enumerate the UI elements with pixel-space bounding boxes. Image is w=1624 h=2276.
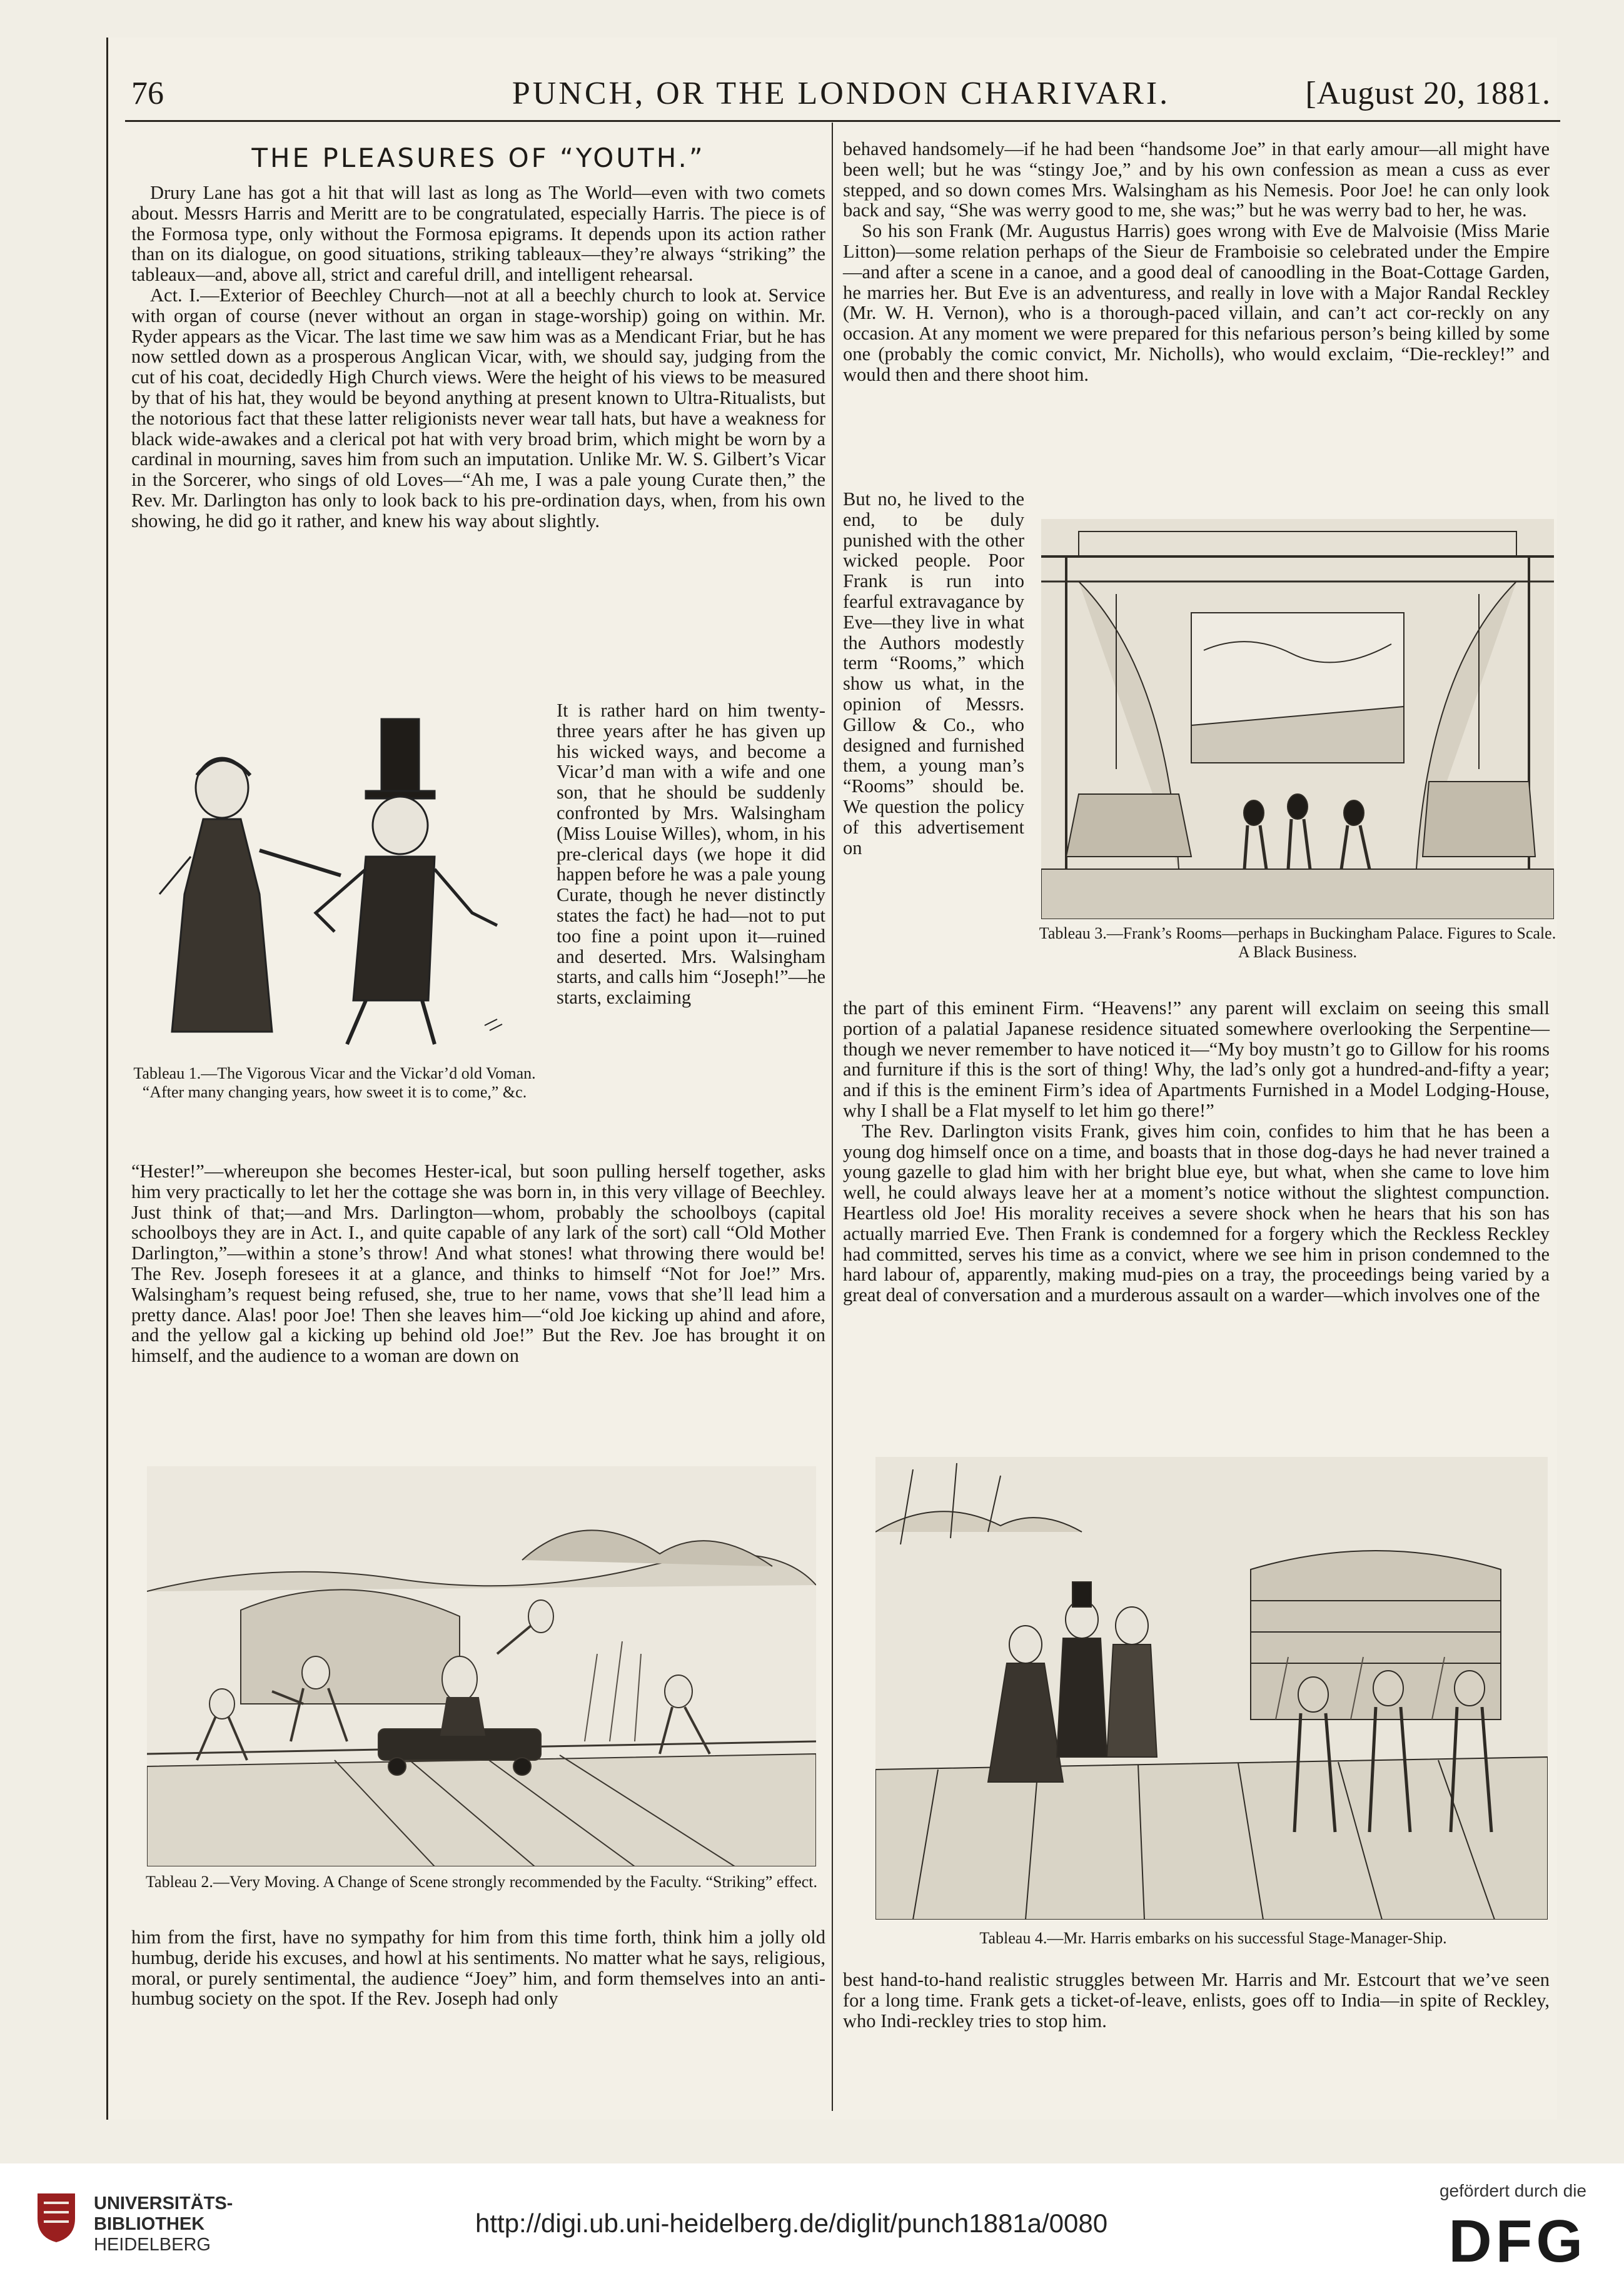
library-name [94, 2193, 233, 2255]
tableau-1-illustration [134, 707, 535, 1057]
article-title: THE PLEASURES OF “YOUTH.” [251, 143, 705, 173]
paragraph: But no, he lived to the end, to be duly punished with the other wicked people. Poor Frank is run into fearful extravagance by Eve—they live in what the Authors modestly term “Rooms,” which show us what, in the opinion of Messrs. Gillow & Co., who designed and furnished them, a young man’s “Rooms” should be. We question the policy of this advertisement on [843, 488, 1024, 859]
library-line: HEIDELBERG [94, 2235, 211, 2255]
source-url[interactable]: http://digi.ub.uni-heidelberg.de/diglit/punch1881a/0080 [475, 2208, 1108, 2238]
issue-date: [August 20, 1881. [1305, 76, 1551, 111]
paragraph: It is rather hard on him twenty-three years after he has given up his wicked ways, and become a Vicar’d man with a wife and one son, that he should be suddenly confronted by Mrs. Walsingham (Miss Louise Willes), whom, in his pre-clerical days (we hope it did happen before he was a pale young Curate, though he never distinctly states the fact) he had—not to put too fine a point upon it—ruined and deserted. Mrs. Walsingham starts, and calls him “Joseph!”—he starts, exclaiming [557, 700, 825, 1009]
paragraph: The Rev. Darlington visits Frank, gives him coin, confides to him that he has been a young dog himself once on a time, and boasts that in those dog-days he had never trained a young gazelle to glad him with her bright blue eye, but what, when she came to love him well, he could always leave her at a moment’s notice without the slightest compunction. Heartless old Joe! His morality receives a severe shock when he hears that his son has actually married Eve. Then Frank is condemned for a forgery which the Reckless Reckley had committed, serves his time as a convict, where we see him in prison condemned to the hard labour of, apparently, making mud-pies on a tray, the proceedings being varied by a great deal of conversation and a murderous assault on a warder—which involves one of the [843, 1120, 1550, 1306]
tableau-3-caption: Tableau 3.—Frank’s Rooms—perhaps in Buckingham Palace. Figures to Scale. A Black Business. [1039, 924, 1556, 961]
page-edge [106, 38, 108, 2120]
right-column-top [843, 139, 1550, 385]
left-column-wrap [557, 700, 825, 1008]
dfg-logo: DFG [1448, 2208, 1586, 2275]
column-rule [832, 123, 833, 2111]
page-number: 76 [131, 76, 164, 111]
university-seal-icon [31, 2187, 81, 2243]
funded-by-label: gefördert durch die [1439, 2181, 1586, 2200]
tableau-4-caption: Tableau 4.—Mr. Harris embarks on his successful Stage-Manager-Ship. [979, 1929, 1447, 1947]
paragraph: behaved handsomely—if he had been “handsome Joe” in that early amour—all might have been well; but he was “stingy Joe,” and by his own confession as mean a cuss as ever stepped, and so down comes Mrs. Walsingham as his Nemesis. Poor Joe! he can only look back and say, “She was werry good to me, she was;” but he was werry bad to her, he was. [843, 138, 1550, 221]
right-column-mid [843, 998, 1550, 1306]
header-rule [125, 120, 1560, 122]
right-column-bottom [843, 1970, 1550, 2031]
journal-title: PUNCH, OR THE LONDON CHARIVARI. [512, 76, 1171, 111]
right-column-wrap [843, 489, 1024, 858]
paragraph: best hand-to-hand realistic struggles between Mr. Harris and Mr. Estcourt that we’ve seen for a long time. Frank gets a ticket-of-leave, enlists, goes off to India—in spite of Reckley, who Indi-reckley tries to stop him. [843, 1969, 1550, 2032]
page-header [125, 75, 1557, 119]
left-column-top [131, 183, 825, 531]
left-column-mid [131, 1161, 825, 1366]
paragraph: Act. I.—Exterior of Beechley Church—not at all a beechly church to look at. Service with organ of course (never without an organ in stage-worship) going on within. Mr. Ryder appears as the Vicar. The last time we saw him was as a Mendicant Friar, but he has now settled down as a prosperous Anglican Vicar, with, we should say, judging from the cut of his coat, decidedly High Church views. Were the height of his views to be measured by that of his hat, they would be beyond anything at present known to Ultra-Ritualists, but the notorious fact that these latter religionists never wear tall hats, but have a weakness for black wide-awakes and a clerical pot hat with very broad brim, which might be worn by a cardinal in mourning, saves him from such an imputation. Unlike Mr. W. S. Gilbert’s Vicar in the Sorcerer, who sings of old Loves—“Ah me, I was a pale young Curate then,” the Rev. Mr. Darlington has only to look back to his pre-ordination days, when, from his own showing, he did go it rather, and knew his way about slightly. [131, 284, 825, 531]
tableau-4-illustration [875, 1457, 1548, 1920]
digitization-footer [0, 2163, 1624, 2276]
library-line: UNIVERSITÄTS- [94, 2193, 233, 2213]
paragraph: “Hester!”—whereupon she becomes Hester-ical, but soon pulling herself together, asks him very practically to let her the cottage she was born in, in this very village of Beechley. Just think of that;—and Mrs. Darlington—whom, probably the schoolboys (capital schoolboys they are in Act. I., and quite capable of any lark of the sort) call “Old Mother Darlington,”—within a stone’s throw! And what stones! what throwing there would be! The Rev. Joseph foresees it at a glance, and thinks to himself “Not for Joe!” Mrs. Walsingham’s request being refused, she, true to her name, vows that she’ll lead him a pretty dance. Alas! poor Joe! Then she leaves him—“old Joe kicking up ahind and afore, and the yellow gal a kicking up behind old Joe!” But the Rev. Joe has brought it on himself, and the audience to a woman are down on [131, 1161, 825, 1367]
tableau-2-illustration [147, 1466, 816, 1866]
left-column-bottom [131, 1927, 825, 2009]
paragraph: So his son Frank (Mr. Augustus Harris) goes wrong with Eve de Malvoisie (Miss Marie Litton)—some relation perhaps of the Sieur de Framboisie so celebrated under the Empire—and after a scene in a canoe, and a good deal of canoodling in the Boat-Cottage Garden, he marries her. But Eve is an adventuress, and really in love with a Major Randal Reckley (Mr. W. H. Vernon), who is a thorough-paced villain, and can’t act cor-reckly on any occasion. At any moment we were prepared for this nefarious person’s being killed by some one (probably the comic convict, Mr. Nicholls), who would exclaim, “Die-reckley!” and would then and there shoot him. [843, 220, 1550, 385]
library-line: BIBLIOTHEK [94, 2214, 205, 2234]
tableau-1-caption: Tableau 1.—The Vigorous Vicar and the Vickar’d old Voman. “After many changing years, how sweet it is to come,” &c. [133, 1064, 536, 1101]
tableau-3-illustration [1041, 519, 1554, 919]
paragraph: Drury Lane has got a hit that will last as long as The World—even with two comets about. Messrs Harris and Meritt are to be congratulated, especially Harris. The piece is of the Formosa type, only without the Formosa epigrams. It depends upon its action rather than on its dialogue, on good situations, striking tableaux—they’re always “striking” the tableaux—and, above all, strict and careful drill, and intelligent rehearsal. [131, 182, 825, 286]
paragraph: him from the first, have no sympathy for him from this time forth, think him a jolly old humbug, deride his excuses, and howl at his sentiments. No matter what he says, religious, moral, or purely sentimental, the audience “Joey” him, and form themselves into an anti-humbug society on the spot. If the Rev. Joseph had only [131, 1926, 825, 2010]
tableau-2-caption: Tableau 2.—Very Moving. A Change of Scene strongly recommended by the Faculty. “Striking” effect. [145, 1873, 818, 1891]
paragraph: the part of this eminent Firm. “Heavens!” any parent will exclaim on seeing this small portion of a palatial Japanese residence situated somewhere overlooking the Serpentine—though we never remember to have noticed it—“My boy mustn’t go to Gillow for his rooms and furniture if this is the sort of thing! Why, the lad’s only got a hundred-and-fifty a year; and if this is the eminent Firm’s idea of Apartments Furnished in a Model Lodging-House, why I shall be a Flat myself to let him go there!” [843, 997, 1550, 1121]
